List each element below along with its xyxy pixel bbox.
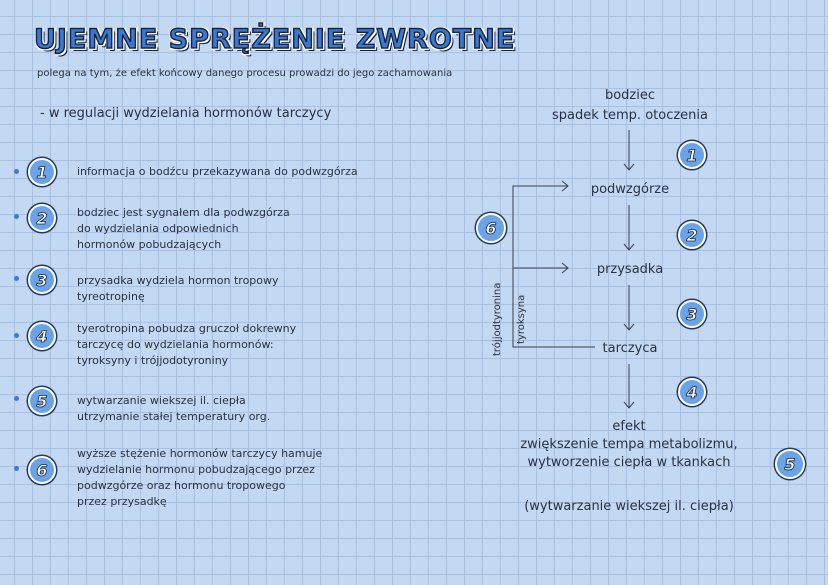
step-badge-1: 1 [28, 158, 56, 186]
effect-detail-2: wytworzenie ciepła w tkankach [527, 455, 731, 470]
step-text-2: bodziec jest sygnałem dla podwzgórza do wydzielania odpowiednich hormonów pobudzających [77, 206, 290, 251]
flow-badge-4: 4 [678, 378, 706, 406]
feedback-label-t4: tyroksyna [516, 294, 527, 344]
stimulus-detail: spadek temp. otoczenia [552, 108, 708, 123]
step-badge-6: 6 [28, 456, 56, 484]
flow-badge-2: 2 [678, 221, 706, 249]
flow-stimulus [540, 86, 720, 126]
step-badge-2: 2 [28, 204, 56, 232]
flow-badge-5: 5 [775, 449, 805, 479]
flow-effect [500, 418, 758, 472]
step-text-6: wyższe stężenie hormonów tarczycy hamuje wydzielanie hormonu pobudzającego przez podwzgórze oraz hormonu tropowego przez przysadkę [77, 447, 323, 508]
flow-effect-note: (wytwarzanie wiekszej il. ciepła) [524, 499, 734, 514]
feedback-label-t3: trójjodtyronina [492, 282, 503, 356]
flow-pituitary: przysadka [596, 262, 664, 277]
definition-text: polega na tym, że efekt końcowy danego procesu prowadzi do jego zachamowania [37, 68, 453, 79]
step-text-1: informacja o bodźcu przekazywana do podwzgórza [77, 165, 358, 178]
stimulus-label: bodziec [604, 88, 656, 103]
step-badge-4: 4 [28, 322, 56, 350]
flow-thyroid: tarczyca [602, 341, 658, 356]
step-text-5: wytwarzanie wiekszej il. ciepła utrzymanie stałej temperatury org. [77, 394, 271, 423]
page-title: UJEMNE SPRĘŻENIE ZWROTNE [34, 24, 516, 55]
context-text: - w regulacji wydzielania hormonów tarczycy [40, 106, 332, 121]
step-text-4: tyerotropina pobudza gruczoł dokrewny tarczycę do wydzielania hormonów: tyroksyny i trójjodotyroniny [77, 322, 297, 367]
step-badge-5: 5 [28, 387, 56, 415]
flow-hypothalamus: podwzgórze [590, 182, 670, 197]
flow-badge-3: 3 [678, 300, 706, 328]
effect-detail-1: zwiększenie tempa metabolizmu, [520, 437, 738, 452]
step-text-3: przysadka wydziela hormon tropowy tyreotropinę [77, 274, 279, 303]
step-badge-3: 3 [28, 266, 56, 294]
effect-label: efekt [612, 419, 646, 434]
flow-badge-6: 6 [476, 213, 506, 243]
flow-badge-1: 1 [678, 141, 706, 169]
